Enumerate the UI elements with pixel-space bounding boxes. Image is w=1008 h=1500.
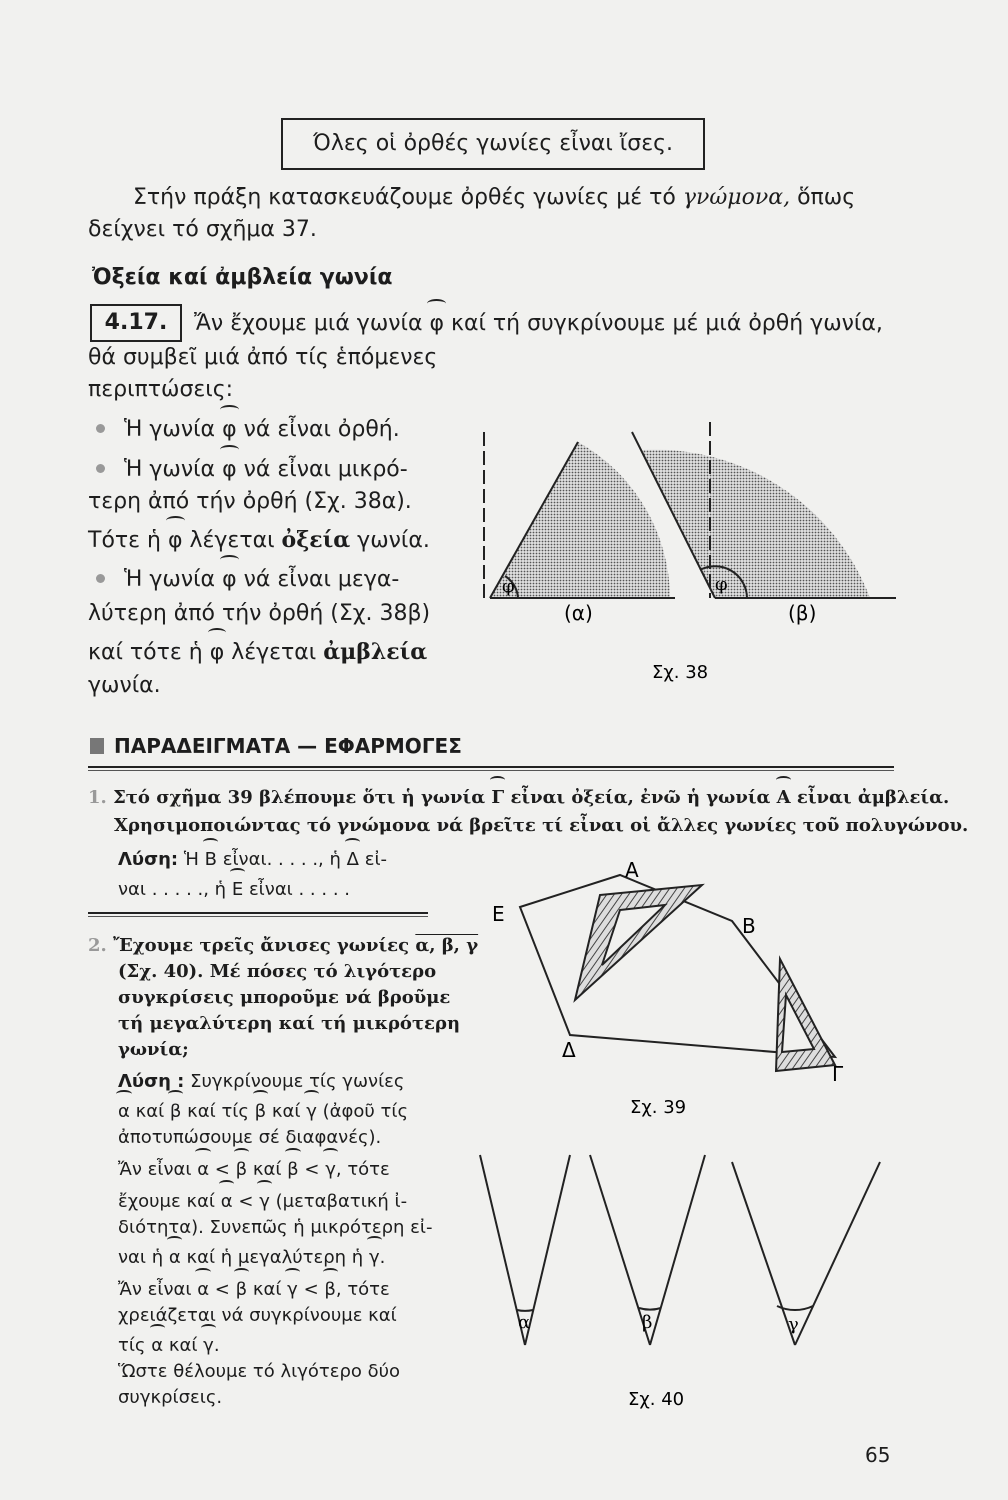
obtuse-phi-label: φ bbox=[715, 574, 728, 595]
intro-line-2: δείχνει τό σχῆμα 37. bbox=[88, 217, 317, 242]
vertex-e: Ε bbox=[492, 902, 505, 926]
ex-separator bbox=[88, 912, 428, 914]
bullet bbox=[96, 464, 105, 473]
vertex-g: Γ bbox=[832, 1062, 844, 1086]
beta-right-ray bbox=[650, 1155, 705, 1345]
gamma-label: γ bbox=[788, 1314, 799, 1335]
case-2-line-3: Τότε ἡ φ λέγεται ὀξεία γωνία. bbox=[88, 524, 430, 557]
par-4-17-line-3: περιπτώσεις: bbox=[88, 377, 234, 402]
ex2-line-4: τή μεγαλύτερη καί τή μικρότερη bbox=[118, 1013, 461, 1034]
paragraph-number: 4.17. bbox=[90, 304, 182, 342]
acute-sector bbox=[490, 442, 670, 598]
case-3-line-4: γωνία. bbox=[88, 673, 161, 698]
case-3-line-3: καί τότε ἡ φ λέγεται ἀμβλεία bbox=[88, 636, 427, 669]
ex2-sol-2: α καί β καί τίς β καί γ (ἀφοῦ τίς bbox=[118, 1098, 408, 1126]
ex2-sol-3: ἀποτυπώσουμε σέ διαφανές). bbox=[118, 1127, 382, 1148]
fig39-caption: Σχ. 39 bbox=[630, 1097, 687, 1118]
ex2-sol-12: συγκρίσεις. bbox=[118, 1387, 223, 1408]
ex2-sol-11: Ὥστε θέλουμε τό λιγότερο δύο bbox=[118, 1361, 401, 1382]
ex2-sol-9: χρειάζεται νά συγκρίνουμε καί bbox=[118, 1305, 397, 1326]
heading-square-icon bbox=[90, 738, 104, 754]
case-3: Ἡ γωνία φ νά εἶναι μεγα- bbox=[96, 564, 399, 596]
ex1-line-1: 1. Στό σχῆμα 39 βλέπουμε ὅτι ἡ γωνία Γ εἶναι ὀξεία, ἐνῶ ἡ γωνία Α εἶναι ἀμβλεία. bbox=[88, 784, 949, 812]
fig38-label-a: (α) bbox=[564, 601, 593, 625]
ex-separator-thin bbox=[88, 916, 428, 917]
alpha-label: α bbox=[518, 1312, 531, 1333]
vertex-d: Δ bbox=[562, 1038, 576, 1062]
ex2-line-3: συγκρίσεις μποροῦμε νά βροῦμε bbox=[118, 987, 451, 1008]
case-2: Ἡ γωνία φ νά εἶναι μικρό- bbox=[96, 454, 408, 486]
ex2-sol-8: Ἄν εἶναι α < β καί γ < β, τότε bbox=[118, 1276, 390, 1304]
ex2-line-1: 2. Ἔχουμε τρεῖς ἄνισες γωνίες α, β, γ bbox=[88, 935, 479, 956]
vertex-b: Β bbox=[742, 914, 756, 938]
beta-label: β bbox=[642, 1312, 653, 1333]
ex1-solution-2: ναι . . . . ., ἡ Ε εἶναι . . . . . bbox=[118, 876, 350, 904]
ex2-sol-6: διότητα). Συνεπῶς ἡ μικρότερη εἰ- bbox=[118, 1217, 433, 1238]
intro-line-1: Στήν πράξη κατασκευάζουμε ὀρθές γωνίες μέ τό γνώμονα, ὅπως bbox=[133, 185, 856, 210]
fig38-label-b: (β) bbox=[788, 601, 817, 625]
par-4-17-line-1: Ἄν ἔχουμε μιά γωνία φ καί τή συγκρίνουμε μέ μιά ὀρθή γωνία, bbox=[194, 308, 883, 340]
ex1-line-2: Χρησιμοποιώντας τό γνώμονα νά βρεῖτε τί εἶναι οἱ ἄλλες γωνίες τοῦ πολυγώνου. bbox=[114, 815, 969, 836]
vertex-a: Α bbox=[625, 858, 639, 882]
case-2-line-2: τερη ἀπό τήν ὀρθή (Σχ. 38α). bbox=[88, 489, 412, 514]
gamma-right-ray bbox=[795, 1162, 880, 1345]
page-number: 65 bbox=[865, 1443, 891, 1467]
ex2-sol-10: τίς α καί γ. bbox=[118, 1332, 220, 1360]
acute-phi-label: φ bbox=[502, 576, 515, 597]
beta-left-ray bbox=[590, 1155, 653, 1345]
section-heading: Ὀξεία καί ἀμβλεία γωνία bbox=[92, 265, 393, 290]
heading-rule-thin bbox=[88, 770, 894, 771]
heading-rule bbox=[88, 766, 894, 768]
ex1-solution-1: Λύση: Ἡ Β εἶναι. . . . ., ἡ Δ εἰ- bbox=[118, 846, 387, 874]
bullet bbox=[96, 424, 105, 433]
case-3-line-2: λύτερη ἀπό τήν ὀρθή (Σχ. 38β) bbox=[88, 601, 431, 626]
figure-39 bbox=[480, 855, 880, 1125]
obtuse-sector bbox=[642, 450, 870, 598]
gamma-left-ray bbox=[732, 1162, 795, 1345]
beta-arc bbox=[639, 1308, 661, 1310]
ex2-line-2: (Σχ. 40). Μέ πόσες τό λιγότερο bbox=[118, 961, 437, 982]
par-4-17-line-2: θά συμβεῖ μιά ἀπό τίς ἑπόμενες bbox=[88, 345, 438, 370]
ex2-sol-7: ναι ἡ α καί ἡ μεγαλύτερη ἡ γ. bbox=[118, 1244, 385, 1272]
ex2-sol-5: ἔχουμε καί α < γ (μεταβατική ἰ- bbox=[118, 1188, 407, 1216]
bullet bbox=[96, 574, 105, 583]
fig38-caption: Σχ. 38 bbox=[652, 662, 709, 683]
ex2-line-5: γωνία; bbox=[118, 1039, 189, 1060]
alpha-right-ray bbox=[525, 1155, 570, 1345]
alpha-arc bbox=[517, 1310, 533, 1311]
set-square-a bbox=[575, 885, 702, 1000]
examples-heading: ΠΑΡΑΔΕΙΓΜΑΤΑ — ΕΦΑΡΜΟΓΕΣ bbox=[114, 734, 462, 758]
boxed-statement: Όλες οἱ ὀρθές γωνίες εἶναι ἴσες. bbox=[281, 118, 705, 170]
figure-38 bbox=[460, 420, 900, 690]
figure-40 bbox=[470, 1150, 890, 1420]
case-1: Ἡ γωνία φ νά εἶναι ὀρθή. bbox=[96, 414, 400, 446]
ex2-sol-4: Ἄν εἶναι α < β καί β < γ, τότε bbox=[118, 1156, 390, 1184]
fig40-caption: Σχ. 40 bbox=[628, 1389, 685, 1410]
ex2-sol-1: Λύση : Συγκρίνουμε τίς γωνίες bbox=[118, 1071, 405, 1092]
